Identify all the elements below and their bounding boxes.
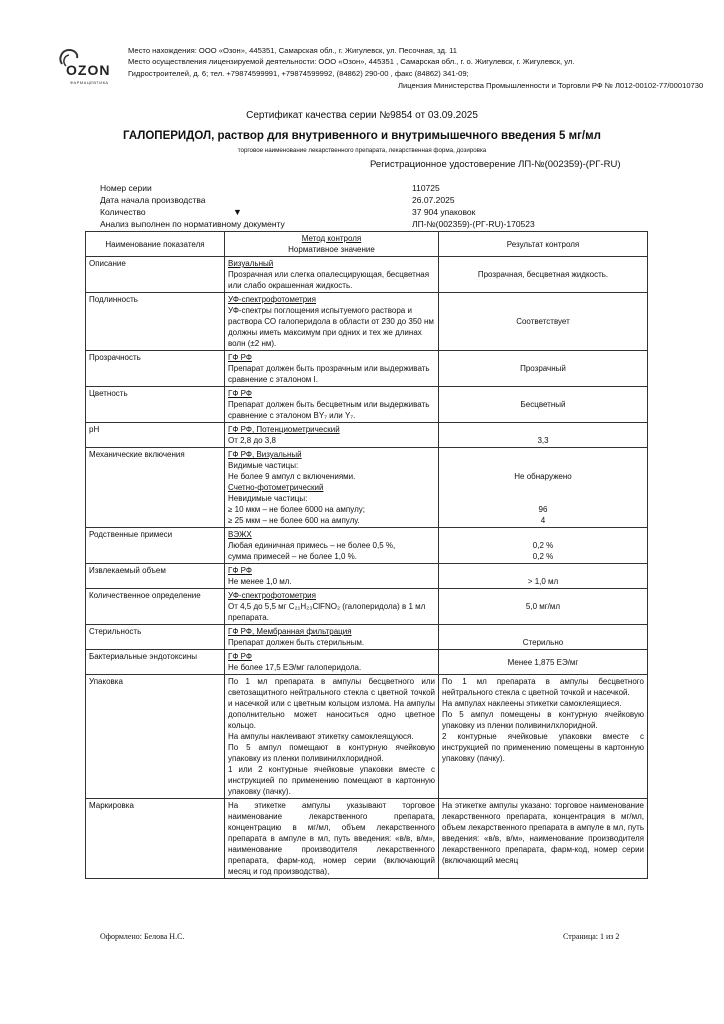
- result-value: На этикетке ампулы указано: торговое наименование лекарственного препарата, концентрация в мг/мл, объем лекарственного препарата в ампуле в мл, путь введения: «в/в, в/м», наименование производителя лекарственного препарата, фарм-код, номер серии (включающий месяц: [439, 799, 648, 879]
- method-name: ГФ РФ, Потенциометрический: [228, 425, 340, 434]
- norm-text: Прозрачная или слегка опалесцирующая, бесцветная или слабо окрашенная жидкость.: [228, 270, 430, 290]
- norm-text: УФ-спектры поглощения испытуемого раствора и раствора СО галоперидола в области от 230 до 350 нм должны иметь максимум при одних и тех же длинах волн (±2 нм).: [228, 306, 434, 348]
- method-name: Визуальный: [228, 259, 274, 268]
- quantity-value: 37 904 упаковок: [412, 207, 476, 217]
- norm-text: От 2,8 до 3,8: [228, 436, 276, 445]
- method-cell: [225, 423, 439, 448]
- table-row: [86, 625, 648, 650]
- method-cell: [225, 257, 439, 293]
- normative-doc-label: Анализ выполнен по нормативному документу: [100, 219, 285, 229]
- result-cell: [439, 448, 648, 528]
- result-value: 3,3: [439, 423, 648, 448]
- param-name: Стерильность: [86, 625, 225, 650]
- result-value: > 1,0 мл: [439, 564, 648, 589]
- table-row: [86, 423, 648, 448]
- result-value: 0,2 %: [532, 552, 554, 561]
- param-name: Упаковка: [86, 675, 225, 799]
- method-cell: [225, 625, 439, 650]
- company-logo-text: OZON: [66, 62, 111, 78]
- norm-text: От 4,5 до 5,5 мг C₂₁H₂₃ClFNO₂ (галоперидола) в 1 мл препарата.: [228, 602, 426, 622]
- param-name: Описание: [86, 257, 225, 293]
- result-value: 5,0 мг/мл: [439, 589, 648, 625]
- result-value: На ампулах наклеены этикетки самоклеящиеся.: [442, 699, 622, 708]
- production-date-label: Дата начала производства: [100, 195, 206, 205]
- method-name: ГФ РФ: [228, 652, 252, 661]
- result-value: Не обнаружено: [514, 472, 572, 481]
- prepared-by: Оформлено: Белова Н.С.: [100, 932, 185, 941]
- norm-text: ≥ 10 мкм – не более 6000 на ампулу;: [228, 505, 365, 514]
- result-value: Прозрачный: [439, 351, 648, 387]
- series-value: 110725: [412, 183, 440, 193]
- norm-text: Не менее 1,0 мл.: [228, 577, 292, 586]
- result-value: Бесцветный: [439, 387, 648, 423]
- table-row: [86, 351, 648, 387]
- header-norm-label: Нормативное значение: [288, 245, 375, 254]
- table-header-row: [86, 232, 648, 257]
- method-cell: [225, 293, 439, 351]
- header-address-line: Место нахождения: ООО «Озон», 445351, Самарская обл., г. Жигулевск, ул. Песочная, зд. 11: [128, 46, 457, 55]
- norm-text: Видимые частицы:: [228, 461, 299, 470]
- result-value: Соответствует: [439, 293, 648, 351]
- table-row: [86, 650, 648, 675]
- page-number: Страница: 1 из 2: [563, 932, 620, 941]
- table-row: [86, 564, 648, 589]
- method-name: ГФ РФ: [228, 353, 252, 362]
- param-name: Количественное определение: [86, 589, 225, 625]
- method-cell: [225, 564, 439, 589]
- product-title-caption: торговое наименование лекарственного препарата, лекарственная форма, дозировка: [237, 147, 487, 154]
- result-value: 2 контурные ячейковые упаковки вместе с инструкцией по применению помещены в картонную упаковку (пачку).: [442, 732, 644, 763]
- norm-text: Не более 9 ампул с включениями.: [228, 472, 356, 481]
- method-cell: [225, 387, 439, 423]
- series-label: Номер серии: [100, 183, 152, 193]
- quantity-label: Количество: [100, 207, 146, 217]
- scan-mark-icon: ▼: [233, 207, 242, 217]
- table-row: [86, 257, 648, 293]
- norm-text: По 5 ампул помещают в контурную ячейковую упаковку из пленки поливинилхлоридной.: [228, 743, 435, 763]
- param-name: Подлинность: [86, 293, 225, 351]
- result-value: По 1 мл препарата в ампулы бесцветного нейтрального стекла с цветной точкой и насечкой.: [442, 677, 644, 697]
- method-name: УФ-спектрофотометрия: [228, 295, 316, 304]
- production-date-value: 26.07.2025: [412, 195, 455, 205]
- header-license-line: Лицензия Министерства Промышленности и Торговли РФ № Л012-00102-77/00010730: [398, 81, 704, 90]
- table-row: [86, 387, 648, 423]
- method-name: Счетно-фотометрический: [228, 483, 324, 492]
- method-cell: [225, 448, 439, 528]
- param-name: Цветность: [86, 387, 225, 423]
- param-name: Маркировка: [86, 799, 225, 879]
- method-cell: [225, 351, 439, 387]
- method-name: ГФ РФ, Мембранная фильтрация: [228, 627, 352, 636]
- method-name: ГФ РФ, Визуальный: [228, 450, 302, 459]
- result-cell: [439, 528, 648, 564]
- method-name: УФ-спектрофотометрия: [228, 591, 316, 600]
- result-value: 0,2 %: [532, 541, 554, 550]
- param-name: Извлекаемый объем: [86, 564, 225, 589]
- method-cell: [225, 589, 439, 625]
- result-value: Менее 1,875 ЕЭ/мг: [439, 650, 648, 675]
- method-name: ГФ РФ: [228, 566, 252, 575]
- header-result: Результат контроля: [439, 232, 648, 257]
- method-name: ВЭЖХ: [228, 530, 252, 539]
- normative-doc-value: ЛП-№(002359)-(РГ-RU)-170523: [412, 219, 535, 229]
- param-name: Родственные примеси: [86, 528, 225, 564]
- table-row: [86, 675, 648, 799]
- result-value: Стерильно: [439, 625, 648, 650]
- norm-text: ≥ 25 мкм – не более 600 на ампулу.: [228, 516, 360, 525]
- result-value: 4: [540, 516, 546, 525]
- table-row: [86, 448, 648, 528]
- param-name: pH: [86, 423, 225, 448]
- header-parameter-name: Наименование показателя: [86, 232, 225, 257]
- method-cell: [225, 528, 439, 564]
- quality-control-table: [85, 231, 648, 879]
- norm-cell: [225, 675, 439, 799]
- norm-text: сумма примесей – не более 1,0 %.: [228, 552, 358, 561]
- table-row: [86, 799, 648, 879]
- company-logo-subtitle: ФАРМАЦЕВТИКА: [70, 80, 109, 85]
- result-cell: [439, 675, 648, 799]
- norm-text: Невидимые частицы:: [228, 494, 308, 503]
- table-row: [86, 589, 648, 625]
- norm-text: Препарат должен быть бесцветным или выдерживать сравнение с эталоном BY₇ или Y₇.: [228, 400, 430, 420]
- norm-text: На ампулы наклеивают этикетку самоклеящуюся.: [228, 732, 414, 741]
- norm-text: Препарат должен быть стерильным.: [228, 638, 365, 647]
- norm-text: Не более 17,5 ЕЭ/мг галоперидола.: [228, 663, 362, 672]
- header-method: [225, 232, 439, 257]
- param-name: Прозрачность: [86, 351, 225, 387]
- norm-text: Любая единичная примесь – не более 0,5 %,: [228, 541, 396, 550]
- header-activity-line: Место осуществления лицензируемой деятельности: ООО «Озон», 445351 , Самарская обл., г. о. Жигулевск, г. Жигулевск, ул.: [128, 57, 575, 66]
- registration-certificate: Регистрационное удостоверение ЛП-№(002359)-(РГ-RU): [370, 159, 621, 170]
- certificate-number: Сертификат качества серии №9854 от 03.09.2025: [246, 110, 478, 121]
- product-title: ГАЛОПЕРИДОЛ, раствор для внутривенного и внутримышечного введения 5 мг/мл: [123, 130, 601, 142]
- norm-text: Препарат должен быть прозрачным или выдерживать сравнение с эталоном I.: [228, 364, 430, 384]
- param-name: Механические включения: [86, 448, 225, 528]
- norm-text: 1 или 2 контурные ячейковые упаковки вместе с инструкцией по применению помещают в картонную упаковку (пачку).: [228, 765, 435, 796]
- header-contacts-line: Гидростроителей, д. 6; тел. +79874599991, +79874599992, (84862) 290-00 , факс (84862) 341-09;: [128, 69, 469, 78]
- header-method-label: Метод контроля: [301, 234, 362, 243]
- table-row: [86, 293, 648, 351]
- method-cell: [225, 650, 439, 675]
- result-value: По 5 ампул помещены в контурную ячейковую упаковку из пленки поливинилхлоридной.: [442, 710, 644, 730]
- norm-text: На этикетке ампулы указывают торговое наименование лекарственного препарата, концентрацию в мг/мл, объем лекарственного препарата в ампуле в мл, путь введения: «в/в, в/м», наименование производителя лекарственного препарата, фарм-код, номер серии (включающий месяц и год производства),: [225, 799, 439, 879]
- method-name: ГФ РФ: [228, 389, 252, 398]
- result-value: 96: [538, 505, 548, 514]
- param-name: Бактериальные эндотоксины: [86, 650, 225, 675]
- table-row: [86, 528, 648, 564]
- result-value: Прозрачная, бесцветная жидкость.: [439, 257, 648, 293]
- norm-text: По 1 мл препарата в ампулы бесцветного или светозащитного нейтрального стекла с цветной точкой и насечкой или с цветным кольцом излома. На ампулы дополнительно может наноситься одно цветное кольцо.: [228, 677, 435, 730]
